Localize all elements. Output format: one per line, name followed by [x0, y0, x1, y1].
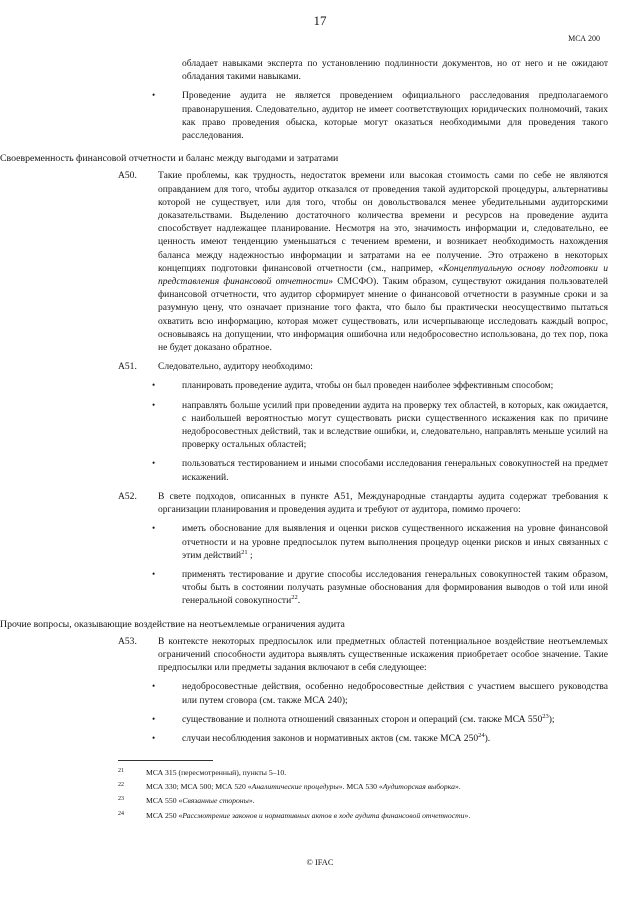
- footnote: [118, 780, 608, 794]
- footnote-text: МСА 550 «Связанные стороны».: [146, 796, 255, 806]
- footnote-ref: 21: [241, 548, 248, 556]
- list-item: [118, 680, 608, 706]
- footnote: [118, 809, 608, 823]
- paragraph-a51: [118, 360, 608, 373]
- paragraph-a52-intro: В свете подходов, описанных в пункте A51, Международные стандарты аудита содержат требования к организации планирования и проведения аудита и требуют от аудитора, помимо прочего:: [158, 490, 608, 516]
- list-item-text: пользоваться тестированием и иными способами исследования генеральных совокупностей на предмет искажений.: [182, 458, 608, 483]
- copyright-footer: © IFAC: [306, 858, 334, 867]
- bullet-marker: •: [152, 458, 156, 469]
- list-item: [118, 522, 608, 562]
- footnote-divider: [118, 760, 213, 761]
- bullet-marker: •: [152, 568, 156, 579]
- footnote: [118, 766, 608, 780]
- paragraph-a53: [118, 635, 608, 675]
- bullet-investigation-text: Проведение аудита не является проведением официального расследования предполагаемого правонарушения. Следовательно, аудитор не имеет соответствующих юридических полномочий, таких как право проведения обыска, которые могут оказаться необходимыми для проведения такого расследования.: [182, 90, 608, 142]
- footnote-text: МСА 250 «Рассмотрение законов и нормативных актов в ходе аудита финансовой отчетности».: [146, 810, 471, 820]
- paragraph-a53-intro: В контексте некоторых предпосылок или предметных областей потенциальное воздействие неотъемлемых ограничений способности аудитора выявлять существенные искажения приобретает особое значение. Такие предпосылки или предметы задания включают в себя следующее:: [158, 635, 608, 674]
- list-item-text: случаи несоблюдения законов и нормативных актов (см. также МСА $250^{24}$).: [182, 731, 491, 744]
- bullet-marker: •: [152, 713, 156, 724]
- paragraph-a52: [118, 490, 608, 516]
- footnote-number: 23: [118, 796, 124, 803]
- bullet-marker: •: [152, 399, 156, 410]
- bullet-marker: •: [152, 681, 156, 692]
- list-item: [118, 457, 608, 483]
- list-item-text: существование и полнота отношений связанных сторон и операций (см. также МСА $550^{23}$);: [182, 712, 555, 725]
- section-heading-timeliness: Своевременность финансовой отчетности и баланс между выгодами и затратами: [0, 153, 339, 165]
- footnote: [118, 794, 608, 808]
- footnote-number: 22: [118, 782, 124, 789]
- bullet-marker: •: [152, 523, 156, 534]
- list-item: [118, 399, 608, 452]
- list-item-text: направлять больше усилий при проведении аудита на проверку тех областей, в которых, как ожидается, с наибольшей вероятностью могут существовать риски существенного искажения как по причине недобросовестных действий, так и вследствие ошибки, и, следовательно, направлять меньше усилий на проверку остальных областей;: [182, 399, 608, 451]
- footnote-number: 21: [118, 768, 124, 774]
- footnote-ref: 23: [542, 712, 549, 720]
- list-item: [118, 732, 608, 745]
- list-item: [118, 713, 608, 726]
- footnote-ref: 22: [291, 594, 298, 602]
- document-code: МСА 200: [568, 34, 600, 43]
- footnote-text: МСА 330; МСА 500; МСА 520 «Аналитические процедуры». МСА 530 «Аудиторская выборка».: [146, 782, 461, 792]
- page-number: 17: [313, 13, 327, 28]
- main-content: [0, 57, 609, 745]
- list-item-text: недобросовестные действия, особенно недобросовестные действия с участием высшего руководства или путем сговора (см. также МСА 240);: [182, 681, 608, 706]
- list-item: [118, 568, 608, 608]
- paragraph-number: A50.: [118, 170, 137, 182]
- paragraph-number: A53.: [118, 635, 137, 647]
- bullet-marker: •: [152, 732, 156, 743]
- footnote-ref: 24: [478, 731, 485, 739]
- bullet-marker: •: [152, 380, 156, 391]
- footnotes: [118, 766, 608, 823]
- paragraph-a51-intro: Следовательно, аудитору необходимо:: [158, 361, 313, 373]
- list-item-text: иметь обоснование для выявления и оценки рисков существенного искажения на уровне финансовой отчетности и на уровне предпосылок путем выполнения процедур оценки рисков и иных связанных с этим действий$^{21}$ ;: [182, 523, 608, 561]
- bullet-marker: •: [152, 90, 156, 101]
- list-item-text: планировать проведение аудита, чтобы он был проведен наиболее эффективным способом;: [182, 380, 554, 392]
- list-item: [118, 379, 608, 392]
- footnote-number: 24: [118, 810, 124, 817]
- paragraph-a50-text: Такие проблемы, как трудность, недостаток времени или высокая стоимость сами по себе не являются оправданием для того, чтобы аудитор отказался от проведения такой аудиторской процедуры, альтернативы которой не существует, или для того, чтобы он довольствовался менее убедительными аудиторскими доказательствами. Выделению достаточного количества времени и ресурсов на проведение аудита способствует надлежащее планирование. Несмотря на это, значимость информации и, следовательно, ее ценность имеют тенденцию уменьшаться с течением времени, и возникает необходимость нахождения баланса между надежностью информации и затратами на ее получение. Это отражено в некоторых концепциях подготовки финансовой отчетности (см., например, «Концептуальную основу подготовки и представления финансовой отчетности» СМСФО). Таким образом, существуют ожидания пользователей финансовой отчетности, что аудитор сформирует мнение о финансовой отчетности в разумные сроки и за разумную цену, что означает признание того факта, что было бы практически неосуществимо пытаться охватить всю информацию, которая может существовать, или исчерпывающе исследовать каждый вопрос, основываясь на допущении, что информация ошибочна или недобросовестно использована, до тех пор, пока не будет доказано обратное.: [158, 170, 609, 354]
- footnote-text: МСА 315 (пересмотренный), пункты 5–10.: [146, 768, 287, 777]
- bullet-investigation: [118, 89, 608, 142]
- paragraph-number: A52.: [118, 490, 137, 502]
- section-heading-other: Прочие вопросы, оказывающие воздействие на неотъемлемые ограничения аудита: [0, 618, 345, 630]
- paragraph-number: A51.: [118, 361, 137, 373]
- continued-bullet-text: обладает навыками эксперта по установлению подлинности документов, но от него и не ожидают обладания такими навыками.: [182, 58, 608, 83]
- list-item-text: применять тестирование и другие способы исследования генеральных совокупностей таким образом, чтобы быть в состоянии получать разумные обоснования для формирования выводов о той или иной генеральной совокупности$^{22}$.: [182, 568, 608, 607]
- paragraph-a50: [118, 169, 608, 354]
